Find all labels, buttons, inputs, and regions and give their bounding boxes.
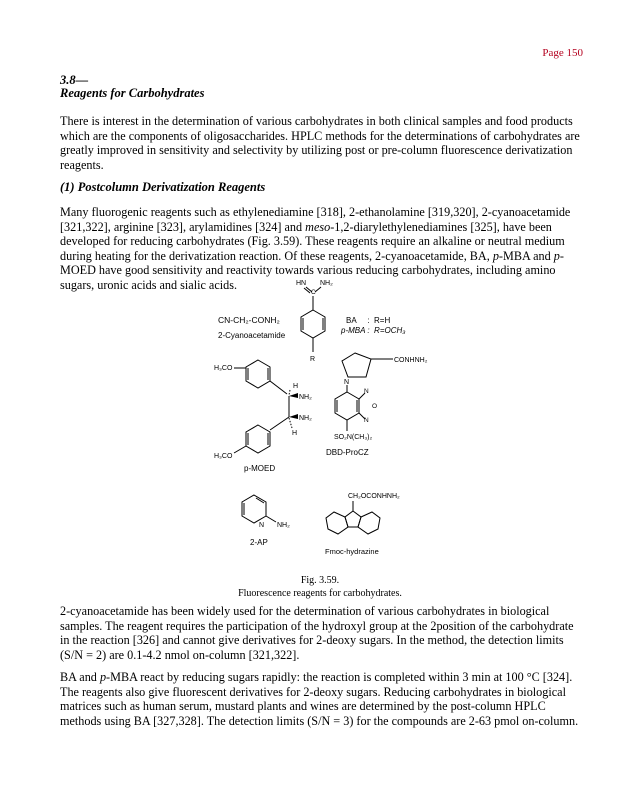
dbd-n-2: N	[364, 417, 369, 424]
dbd-o: O	[372, 403, 378, 410]
dbd-name: DBD-ProCZ	[326, 448, 369, 457]
text-run: -MOED have good sensitivity and reactivity towards various reducing carbohydrates, including amino sugars, uronic acids and sialic acids.	[60, 248, 564, 292]
text-run: -MBA react by reducing sugars rapidly: the reaction is completed within 3 min at 100 °C [324]. The reagents also give fluorescent derivatives for 2-deoxy sugars. Reducing carbohydrates in biological matrices such as human serum, mustard plants and wines are determined by the post-column HPLC methods using BA [327,328]. The detection limits (S/N = 3) for the compounds are 2-63 pmol on-column.	[60, 670, 579, 728]
paragraph-ba-mba	[60, 670, 580, 728]
page-number: Page 150	[542, 47, 583, 59]
cyanoacetamide-formula: CN-CH₂-CONH₂	[218, 315, 280, 325]
ap-name: 2-AP	[250, 538, 268, 547]
moed-h3co-bottom: H₃CO	[214, 453, 233, 460]
ba-r-label: R	[310, 356, 316, 363]
amidine-hn: HN	[296, 280, 307, 287]
moed-h-bottom: H	[292, 430, 298, 437]
moed-h3co-top: H₃CO	[214, 365, 233, 372]
text-italic: p	[553, 248, 560, 263]
moed-nh2-top: NH₂	[299, 394, 312, 401]
text-run: -1,2-diarylethylenediamines [325], have been developed for reducing carbohydrates (Fig. 3.59). These reagents require an alkaline or neutral medium during heating for the derivatization reaction. Of these reagents, 2-cyanoacetamide, BA,	[60, 219, 565, 263]
moed-name: p-MOED	[244, 464, 276, 473]
paragraph-intro: There is interest in the determination of various carbohydrates in both clinical samples and food products which are the components of oligosaccharides. HPLC methods for the determinations of carbohydrates are greatly improved in sensitivity and selectivity by utilizing post or pre-column fluorescence derivatization reagents.	[60, 114, 580, 172]
text-italic: p	[492, 248, 499, 263]
text-run: Many fluorogenic reagents such as ethylenediamine [318], 2-ethanolamine [319,320], 2-cyanoacetamide [321,322], arginine [323], arylamidines [324] and	[60, 205, 571, 234]
text-italic: p	[99, 670, 107, 684]
text-italic: meso	[305, 219, 331, 234]
ap-nh2: NH₂	[277, 522, 290, 529]
section-number: 3.8—	[60, 73, 89, 87]
figure-structures	[200, 272, 440, 568]
subheading-postcolumn: (1) Postcolumn Derivatization Reagents	[60, 180, 266, 194]
text-run: BA and	[60, 670, 100, 684]
section-title: Reagents for Carbohydrates	[60, 86, 205, 100]
ap-n: N	[259, 522, 265, 529]
dbd-n-pyrrolidine: N	[344, 379, 350, 386]
amidine-c: C	[311, 289, 316, 296]
paragraph-cyanoacetamide: 2-cyanoacetamide has been widely used for the determination of various carbohydrates in biological samples. The reagent requires the participation of the hydroxyl group at the 2position of the carbohydrate in the reaction [326] and cannot give derivatives for 2-deoxy sugars. In the method, the detection limits (S/N = 2) are 0.1-4.2 nmol on-column [321,322].	[60, 604, 574, 662]
moed-h-top: H	[293, 383, 299, 390]
fmoc-name: Fmoc-hydrazine	[325, 547, 379, 556]
ba-definition: BA : R=H	[346, 316, 391, 325]
moed-nh2-bottom: NH₂	[299, 415, 312, 422]
amidine-nh2: NH₂	[320, 280, 333, 287]
mba-definition: p-MBA : R=OCH₃	[341, 326, 406, 335]
fmoc-ch2oconhnh2: CH₂OCONHNH₂	[348, 493, 400, 500]
cyanoacetamide-name: 2-Cyanoacetamide	[218, 331, 286, 340]
text-run: -MBA and	[498, 248, 554, 263]
figure-caption: Fluorescence reagents for carbohydrates.	[238, 588, 402, 599]
dbd-conhnh2: CONHNH₂	[394, 357, 428, 364]
dbd-n-1: N	[364, 388, 369, 395]
figure-label: Fig. 3.59.	[300, 575, 340, 586]
dbd-so2n: SO₂N(CH₃)₂	[334, 434, 373, 441]
